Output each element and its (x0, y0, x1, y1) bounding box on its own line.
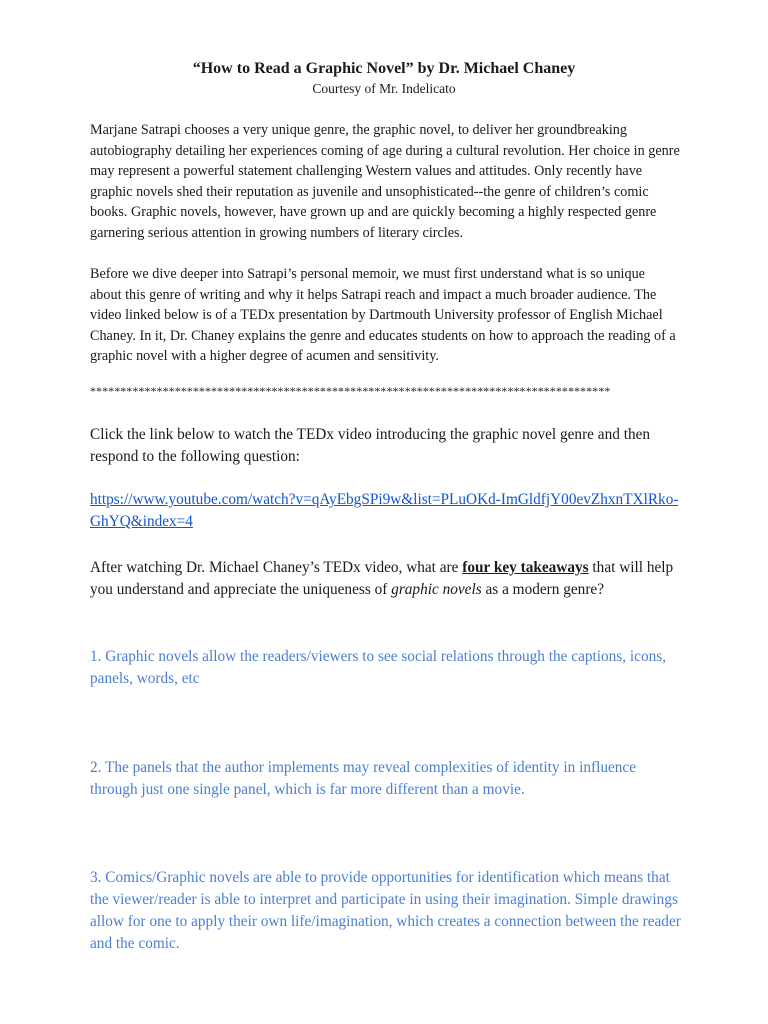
prompt-emphasis: four key takeaways (462, 559, 589, 576)
prompt-text-after: as a modern genre? (481, 581, 604, 598)
question-prompt (90, 557, 680, 601)
instruction-text: Click the link below to watch the TEDx video introducing the graphic novel genre and then respond to the following question: (90, 426, 651, 465)
document-title: “How to Read a Graphic Novel” by Dr. Michael Chaney (192, 60, 576, 77)
prompt-italic: graphic novels (391, 581, 482, 598)
asterisk-divider: ************************************************************************************** (90, 384, 611, 398)
prompt-text-middle: that will help you understand and appreciate the uniqueness of (90, 559, 674, 598)
context-paragraph: Before we dive deeper into Satrapi’s personal memoir, we must first understand what is so unique about this genre of writing and why it helps Satrapi reach and impact a much broader audience. The video linked below is of a TEDx presentation by Dartmouth University professor of English Michael Chaney. In it, Dr. Chaney explains the genre and educates students on how to approach the reading of a graphic novel with a higher degree of acumen and sensitivity. (90, 266, 676, 365)
answer-3: 3. Comics/Graphic novels are able to provide opportunities for identification which means that the viewer/reader is able to interpret and participate in using their imagination. Simple drawings allow for one to apply their own life/imagination, which creates a connection between the reader and the comic. (90, 869, 681, 952)
prompt-text-before: After watching Dr. Michael Chaney’s TEDx video, what are (90, 559, 463, 576)
intro-paragraph: Marjane Satrapi chooses a very unique genre, the graphic novel, to deliver her groundbreaking autobiography detailing her experiences coming of age during a cultural revolution. Her choice in genre may represent a powerful statement challenging Western values and attitudes. Only recently have graphic novels shed their reputation as juvenile and unsophisticated--the genre of children’s comic books. Graphic novels, however, have grown up and are quickly becoming a highly respected genre garnering serious attention in growing numbers of literary circles. (90, 122, 680, 241)
answer-1: 1. Graphic novels allow the readers/viewers to see social relations through the captions, icons, panels, words, etc (90, 648, 667, 687)
youtube-video-link[interactable]: https://www.youtube.com/watch?v=qAyEbgSPi9w&list=PLuOKd-ImGldfjY00evZhxnTXlRko-GhYQ&index=4 (90, 491, 679, 530)
answer-2: 2. The panels that the author implements may reveal complexities of identity in influence through just one single panel, which is far more different than a movie. (90, 759, 636, 798)
document-subtitle: Courtesy of Mr. Indelicato (312, 81, 456, 96)
